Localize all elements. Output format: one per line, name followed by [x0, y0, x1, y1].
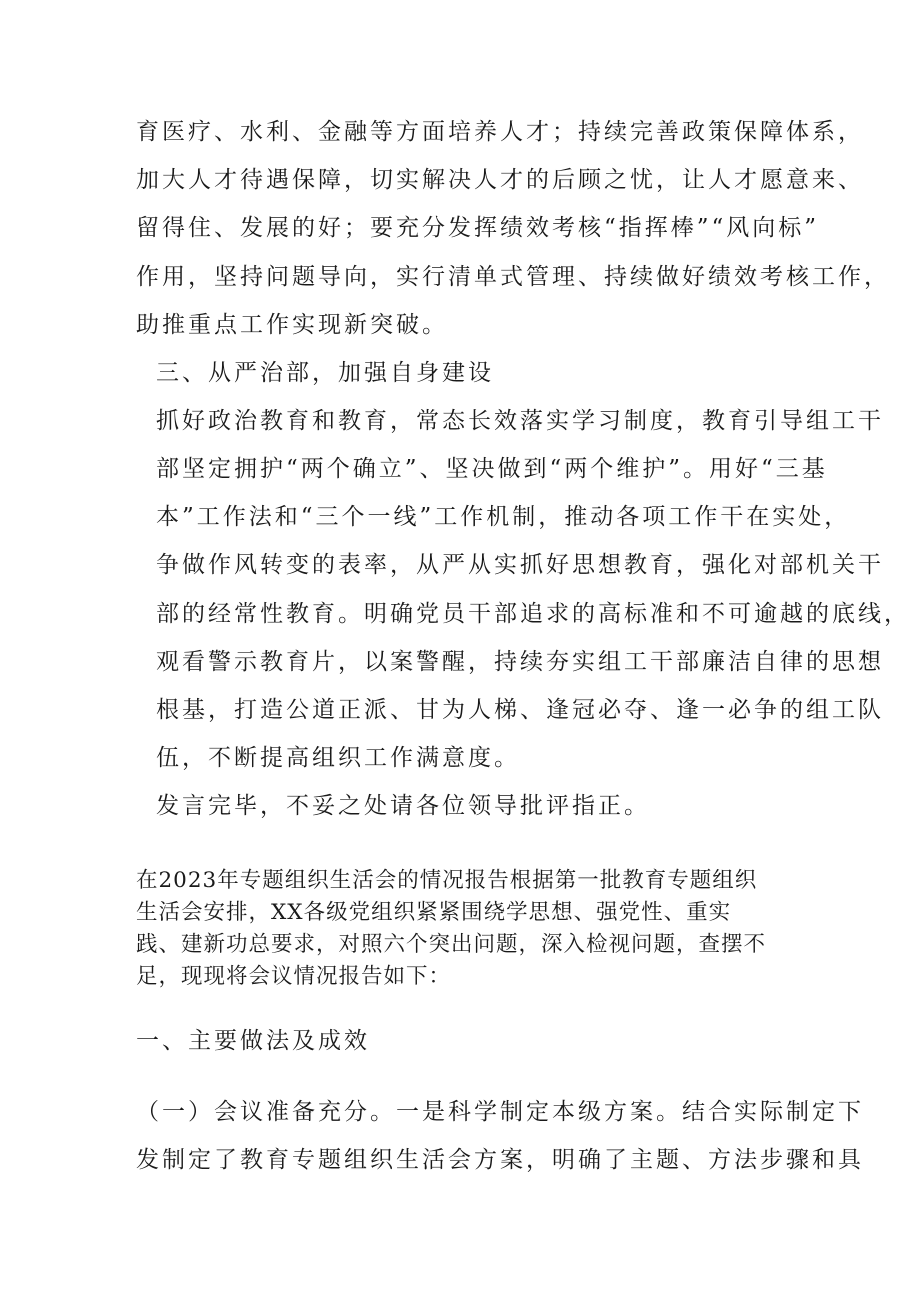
section-heading: 一、主要做法及成效 [136, 1028, 370, 1054]
paragraph-line: 加大人才待遇保障，切实解决人才的后顾之忧，让人才愿意来、 [136, 167, 864, 193]
paragraph-line: 抓好政治教育和教育，常态长效落实学习制度，教育引导组工干 [156, 408, 884, 434]
paragraph-line: 观看警示教育片，以案警醒，持续夯实组工干部廉洁自律的思想 [156, 649, 884, 675]
paragraph-line: 助推重点工作实现新突破。 [136, 312, 448, 338]
paragraph-line: 留得住、发展的好；要充分发挥绩效考核“指挥棒”“风向标” [136, 215, 820, 241]
paragraph-line: 育医疗、水利、金融等方面培养人才；持续完善政策保障体系， [136, 119, 864, 145]
paragraph-line: 在2023年专题组织生活会的情况报告根据第一批教育专题组织 [136, 868, 758, 893]
paragraph-line: 本”工作法和“三个一线”工作机制，推动各项工作干在实处， [156, 504, 851, 530]
paragraph-line: 足，现现将会议情况报告如下： [136, 964, 452, 989]
closing-remark: 发言完毕，不妥之处请各位领导批评指正。 [156, 793, 650, 819]
paragraph-line: 部坚定拥护“两个确立”、坚决做到“两个维护”。用好“三基 [156, 456, 828, 482]
paragraph-line: 伍，不断提高组织工作满意度。 [156, 745, 520, 771]
paragraph-line: 作用，坚持问题导向，实行清单式管理、持续做好绩效考核工作， [136, 264, 890, 290]
paragraph-line: 争做作风转变的表率，从严从实抓好思想教育，强化对部机关干 [156, 552, 884, 578]
paragraph-line: 践、建新功总要求，对照六个突出问题，深入检视问题，查摆不 [136, 932, 767, 957]
paragraph-line: 发制定了教育专题组织生活会方案，明确了主题、方法步骤和具 [136, 1147, 864, 1173]
paragraph-line: 部的经常性教育。明确党员干部追求的高标准和不可逾越的底线， [156, 601, 910, 627]
paragraph-line: 根基，打造公道正派、甘为人梯、逢冠必夺、逢一必争的组工队 [156, 697, 884, 723]
paragraph-line: （一）会议准备充分。一是科学制定本级方案。结合实际制定下 [136, 1099, 864, 1125]
section-heading: 三、从严治部，加强自身建设 [156, 360, 494, 386]
paragraph-line: 生活会安排，XX各级党组织紧紧围绕学思想、强党性、重实 [136, 900, 732, 925]
